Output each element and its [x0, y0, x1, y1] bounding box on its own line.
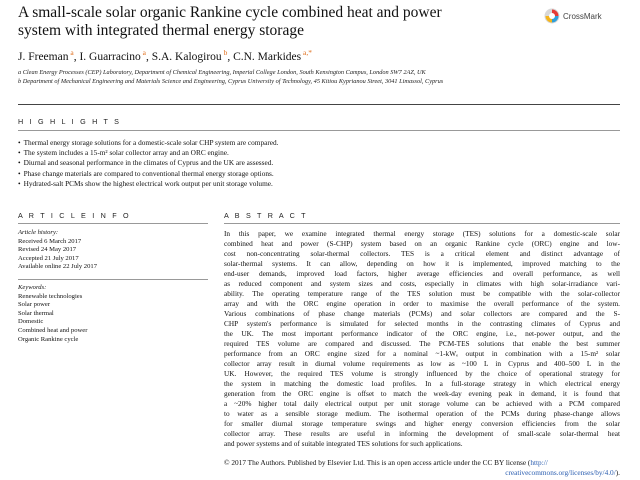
license-link-cont[interactable]: creativecommons.org/licenses/by/4.0/: [505, 468, 616, 477]
abstract-line: to water as a sensible storage medium. The isothermal operation of the PCMs during phase-change allows: [224, 409, 620, 418]
article-info-heading: A R T I C L E I N F O: [18, 211, 131, 220]
list-item: • The system includes a 15-m² solar collector array and an ORC engine.: [18, 148, 278, 158]
author-affil-mark[interactable]: a,*: [301, 48, 312, 57]
history-item: Available online 22 July 2017: [18, 263, 97, 271]
keywords-label: Keywords:: [18, 284, 47, 291]
copyright-notice: [224, 458, 620, 478]
abstract-line: solar-thermal systems. It can allow, depending on how it is implemented, improved matching to the: [224, 259, 620, 268]
abstract-line: UK. However, the required TES volume is strongly influenced by the choice of operational strategy for: [224, 369, 620, 378]
divider-keywords: [18, 279, 208, 280]
abstract-line: for smaller diurnal storage temperature swings and higher energy conversion efficiencies from the solar: [224, 419, 620, 428]
abstract-line: a ~20% higher total daily electrical output per unit storage volume can be achieved with a PCM compared: [224, 399, 620, 408]
author-affil-mark[interactable]: b: [221, 48, 228, 57]
title-line-2: system with integrated thermal energy storage: [18, 22, 304, 39]
abstract-line: CHP system's performance is simulated for selected months in the contrasting climates of Cyprus and: [224, 319, 620, 328]
abstract-line: In this paper, we examine integrated thermal energy storage (TES) solutions for a domestic-scale solar: [224, 229, 620, 238]
author-name[interactable]: , I. Guarracino: [73, 50, 141, 63]
abstract-line: performance from an ORC engine sized for a nominal ~1-kWₑ output in combination with a 15-m² solar: [224, 349, 620, 358]
crossmark-label: CrossMark: [563, 11, 602, 21]
abstract-line: end-user demands, improved load factors, higher average efficiencies and overall performance, as well: [224, 269, 620, 278]
abstract-heading: A B S T R A C T: [224, 211, 308, 220]
crossmark-icon: [544, 8, 560, 24]
history-item: Received 6 March 2017: [18, 237, 82, 245]
title-line-1: A small-scale solar organic Rankine cycle combined heat and power: [18, 4, 442, 21]
abstract-line: collector array result in diurnal volume requirements as low as ~100 L in Cyprus and 400–500 L in the: [224, 359, 620, 368]
copyright-line-2: [224, 468, 620, 478]
abstract-line: the system in matching the domestic load profiles. In a full-storage strategy in which electrical energy: [224, 379, 620, 388]
abstract-line: and power systems and of suitable integrated TES solutions for such applications.: [224, 439, 463, 448]
license-link[interactable]: http://: [530, 458, 548, 467]
article-title: [18, 4, 538, 40]
author-name[interactable]: , C.N. Markides: [227, 50, 302, 63]
abstract-line: Various combinations of phase change materials (PCMs) and solar collectors are compared and the S-: [224, 309, 620, 318]
list-item: • Diurnal and seasonal performance in the climates of Cyprus and the UK are assessed.: [18, 158, 278, 168]
list-item: • Phase change materials are compared to conventional thermal energy storage options.: [18, 169, 278, 179]
abstract-line: array and with the ORC engine operation in order to maximise the overall performance of the system.: [224, 299, 620, 308]
crossmark-badge[interactable]: [544, 8, 602, 24]
abstract-line: required TES volume are compared and discussed. The PCM-TES solutions that enable the best summer: [224, 339, 620, 348]
divider-top: [18, 104, 620, 105]
author-name[interactable]: , S.A. Kalogirou: [145, 50, 222, 63]
list-item: • Hydrated-salt PCMs show the highest electrical work output per unit storage volume.: [18, 179, 278, 189]
keyword-item: Renewable technologies: [18, 292, 83, 300]
list-item: • Thermal energy storage solutions for a domestic-scale solar CHP system are compared.: [18, 138, 278, 148]
keyword-item: Solar power: [18, 301, 51, 309]
divider-highlights: [18, 130, 620, 131]
keyword-item: Domestic: [18, 318, 44, 326]
highlights-list: [18, 138, 278, 189]
history-label: Article history:: [18, 229, 59, 236]
keyword-item: Organic Rankine cycle: [18, 335, 79, 343]
author-affil-mark[interactable]: a: [140, 48, 146, 57]
affiliation-a: a Clean Energy Processes (CEP) Laboratory, Department of Chemical Engineering, Imperial College London, South Kensington Campus, London SW7 2AZ, UK: [18, 69, 426, 76]
abstract-line: generation from the ORC engine is offset to match the week-day evening peak in demand, it is found that: [224, 389, 620, 398]
abstract-line: cost non-concentrating solar-thermal collectors. TES is a critical element and distinct advantage of: [224, 249, 620, 258]
copyright-end: ).: [615, 468, 620, 477]
author-list: [18, 48, 618, 63]
history-item: Accepted 21 July 2017: [18, 254, 79, 262]
author-affil-mark[interactable]: a: [68, 48, 74, 57]
divider-abstract: [224, 223, 620, 224]
article-history: [18, 229, 97, 272]
keyword-item: Combined heat and power: [18, 326, 88, 334]
abstract-line: the UK. The most important performance indicator of the ORC engine, i.e., net-power output, and the: [224, 329, 620, 338]
abstract-line: as reduced component and system sizes and costs, especially in climates with high solar-irradiance vari-: [224, 279, 620, 288]
abstract-line: ability. The operating temperature range of the TES solution must be compatible with the solar-collector: [224, 289, 620, 298]
abstract-line: combined heat and power (S-CHP) system based on an organic Rankine cycle (ORC) engine and low-: [224, 239, 620, 248]
abstract-body: [224, 229, 620, 449]
author-name[interactable]: J. Freeman: [18, 50, 69, 63]
highlights-heading: H I G H L I G H T S: [18, 117, 122, 126]
copyright-text: © 2017 The Authors. Published by Elsevier Ltd. This is an open access article under the CC BY license (: [224, 458, 531, 467]
history-item: Revised 24 May 2017: [18, 246, 77, 254]
keywords-block: [18, 284, 87, 344]
abstract-line: collector array. These results are useful in informing the development of small-scale solar-thermal heat: [224, 429, 620, 438]
divider-info: [18, 223, 208, 224]
affiliation-b: b Department of Mechanical Engineering and Materials Science and Engineering, Cyprus University of Technology, 45 Kitiou Kyprianou Street, 3041 Limassol, Cyprus: [18, 78, 444, 85]
keyword-item: Solar thermal: [18, 309, 54, 317]
